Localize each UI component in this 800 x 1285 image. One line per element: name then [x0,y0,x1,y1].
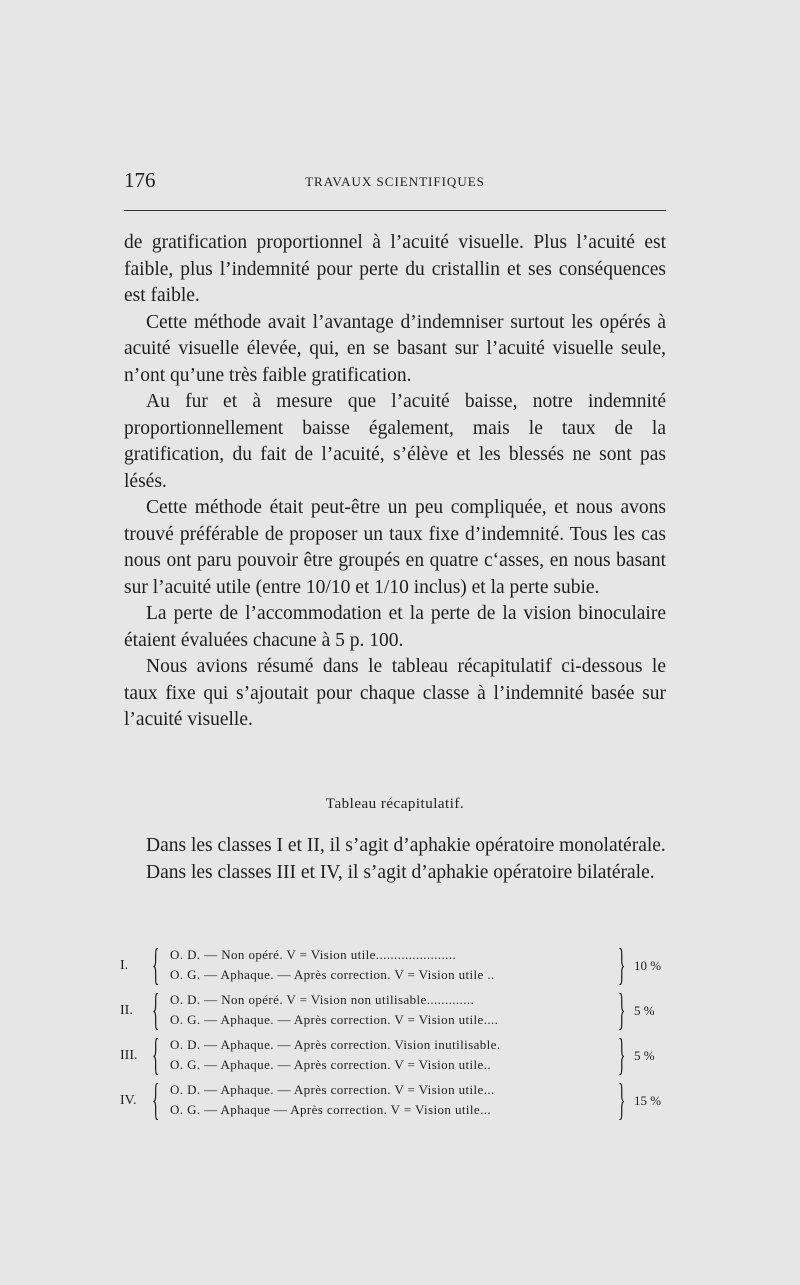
page-header [124,168,666,198]
body-text [124,230,666,734]
header-rule [124,210,666,211]
table-intro [124,833,666,886]
class-percent: 5 % [634,1048,655,1063]
right-brace: } [618,940,626,989]
right-brace: } [618,985,626,1034]
class-line-left-eye: O. G. — Aphaque. — Après correction. V = Vision utile .. [170,967,495,982]
class-percent: 10 % [634,958,662,973]
left-brace: { [152,1075,160,1124]
left-brace: { [152,985,160,1034]
class-line-right-eye: O. D. — Aphaque. — Après correction. Vision inutilisable. [170,1037,501,1052]
right-brace: } [618,1030,626,1079]
paragraph: Cette méthode avait l’avantage d’indemniser surtout les opérés à acuité visuelle élevée, qui, en se basant sur l’acuité visuelle seule, n’ont qu’une très faible gratification. [124,311,666,386]
class-row [118,1075,678,1124]
class-line-right-eye: O. D. — Non opéré. V = Vision non utilisable............. [170,992,475,1007]
right-brace: } [618,1075,626,1124]
class-number: III. [120,1048,138,1063]
paragraph: Nous avions résumé dans le tableau récapitulatif ci-dessous le taux fixe qui s’ajoutait pour chaque classe à l’indemnité basée sur l’acuité visuelle. [124,656,666,730]
paragraph: Cette méthode était peut-être un peu compliquée, et nous avons trouvé préférable de proposer un taux fixe d’indemnité. Tous les cas nous ont paru pouvoir être groupés en quatre c‘asses, en nous basant sur l’acuité utile (entre 10/10 et 1/10 inclus) et la perte subie. [124,497,666,598]
class-line-right-eye: O. D. — Aphaque. — Après correction. V = Vision utile... [170,1082,495,1097]
class-row [118,940,678,989]
paragraph: La perte de l’accommodation et la perte de la vision binoculaire étaient évaluées chacune à 5 p. 100. [124,603,666,651]
class-number: II. [120,1003,133,1018]
paragraph: Au fur et à mesure que l’acuité baisse, notre indemnité proportionnellement baisse également, mais le taux de la gratification, du fait de l’acuité, s’élève et les blessés ne sont pas lésés. [124,391,666,492]
left-brace: { [152,1030,160,1079]
intro-paragraph: Dans les classes III et IV, il s’agit d’aphakie opératoire bilatérale. [146,861,655,883]
intro-paragraph: Dans les classes I et II, il s’agit d’aphakie opératoire monolatérale. [146,835,666,856]
table-title: Tableau récapitulatif. [325,796,465,812]
class-line-left-eye: O. G. — Aphaque — Après correction. V = Vision utile... [170,1102,492,1117]
class-percent: 5 % [634,1003,655,1018]
page-number: 176 [124,168,156,192]
class-line-left-eye: O. G. — Aphaque. — Après correction. V = Vision utile.. [170,1057,492,1072]
class-row [118,1030,678,1079]
left-brace: { [152,940,160,989]
class-percent: 15 % [634,1093,662,1108]
class-number: I. [120,958,129,973]
class-line-left-eye: O. G. — Aphaque. — Après correction. V = Vision utile.... [170,1012,499,1027]
classification-table [118,940,678,1124]
paragraph: de gratification proportionnel à l’acuité visuelle. Plus l’acuité est faible, plus l’indemnité pour perte du cristallin et ses conséquences est faible. [124,232,666,306]
class-number: IV. [120,1093,137,1108]
running-title: TRAVAUX SCIENTIFIQUES [305,174,485,189]
class-row [118,985,678,1034]
class-line-right-eye: O. D. — Non opéré. V = Vision utile...................... [170,947,457,962]
